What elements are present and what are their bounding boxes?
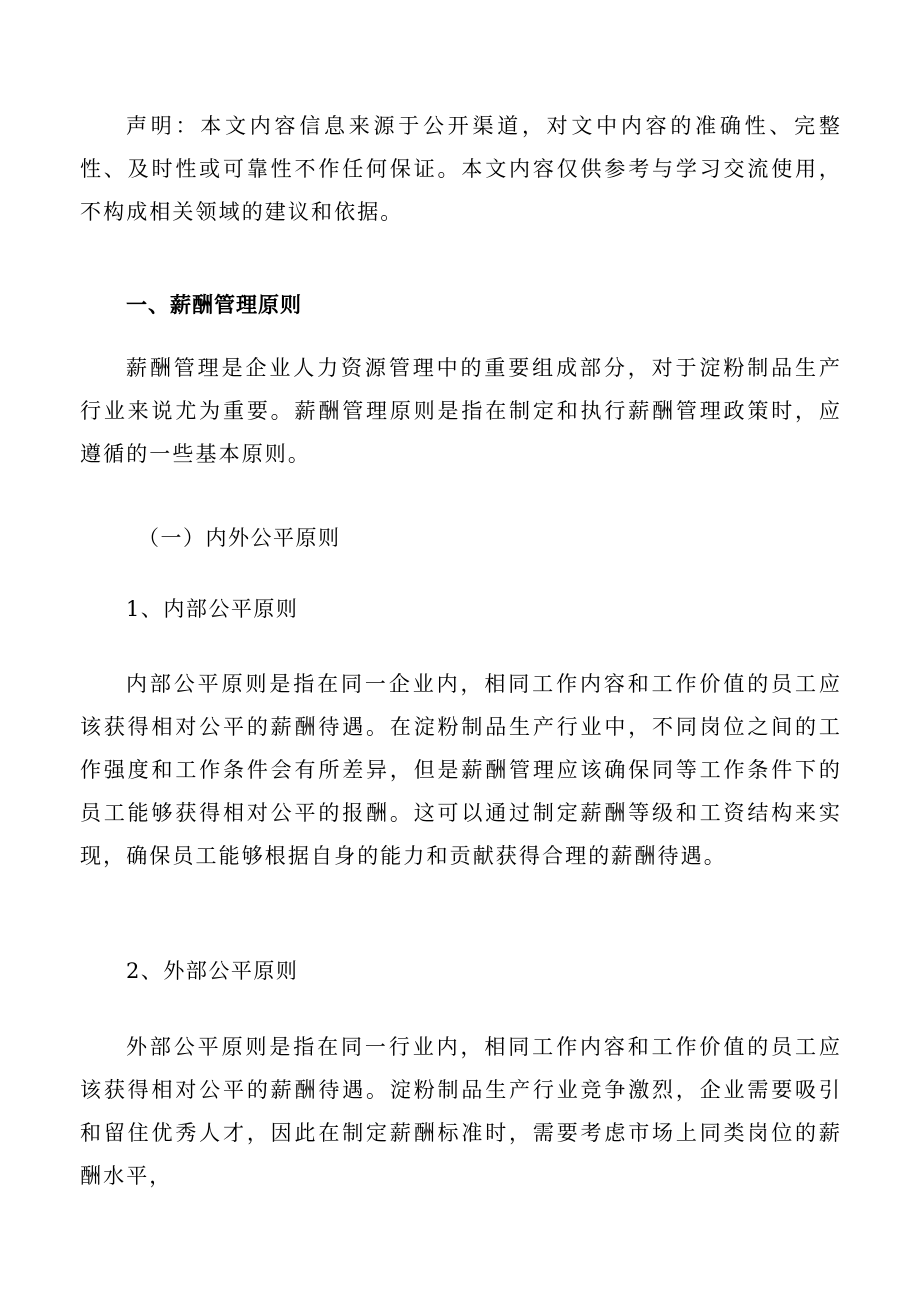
subsection-heading: （一）内外公平原则 xyxy=(138,526,341,550)
item2-paragraph: 外部公平原则是指在同一行业内，相同工作内容和工作价值的员工应该获得相对公平的薪酬待遇。淀粉制品生产行业竞争激烈，企业需要吸引和留住优秀人才，因此在制定薪酬标准时，需要考虑市场上同类岗位的薪酬水平， xyxy=(80,1035,842,1188)
section-heading: 一、薪酬管理原则 xyxy=(126,292,302,317)
item1-heading: 1、内部公平原则 xyxy=(126,597,299,621)
disclaimer-paragraph: 声明：本文内容信息来源于公开渠道，对文中内容的准确性、完整性、及时性或可靠性不作任何保证。本文内容仅供参考与学习交流使用，不构成相关领域的建议和依据。 xyxy=(80,114,842,224)
item1-paragraph: 内部公平原则是指在同一企业内，相同工作内容和工作价值的员工应该获得相对公平的薪酬待遇。在淀粉制品生产行业中，不同岗位之间的工作强度和工作条件会有所差异，但是薪酬管理应该确保同等工作条件下的员工能够获得相对公平的报酬。这可以通过制定薪酬等级和工资结构来实现，确保员工能够根据自身的能力和贡献获得合理的薪酬待遇。 xyxy=(80,672,842,868)
section-intro-paragraph: 薪酬管理是企业人力资源管理中的重要组成部分，对于淀粉制品生产行业来说尤为重要。薪酬管理原则是指在制定和执行薪酬管理政策时，应遵循的一些基本原则。 xyxy=(80,356,842,466)
item2-heading: 2、外部公平原则 xyxy=(126,959,299,983)
